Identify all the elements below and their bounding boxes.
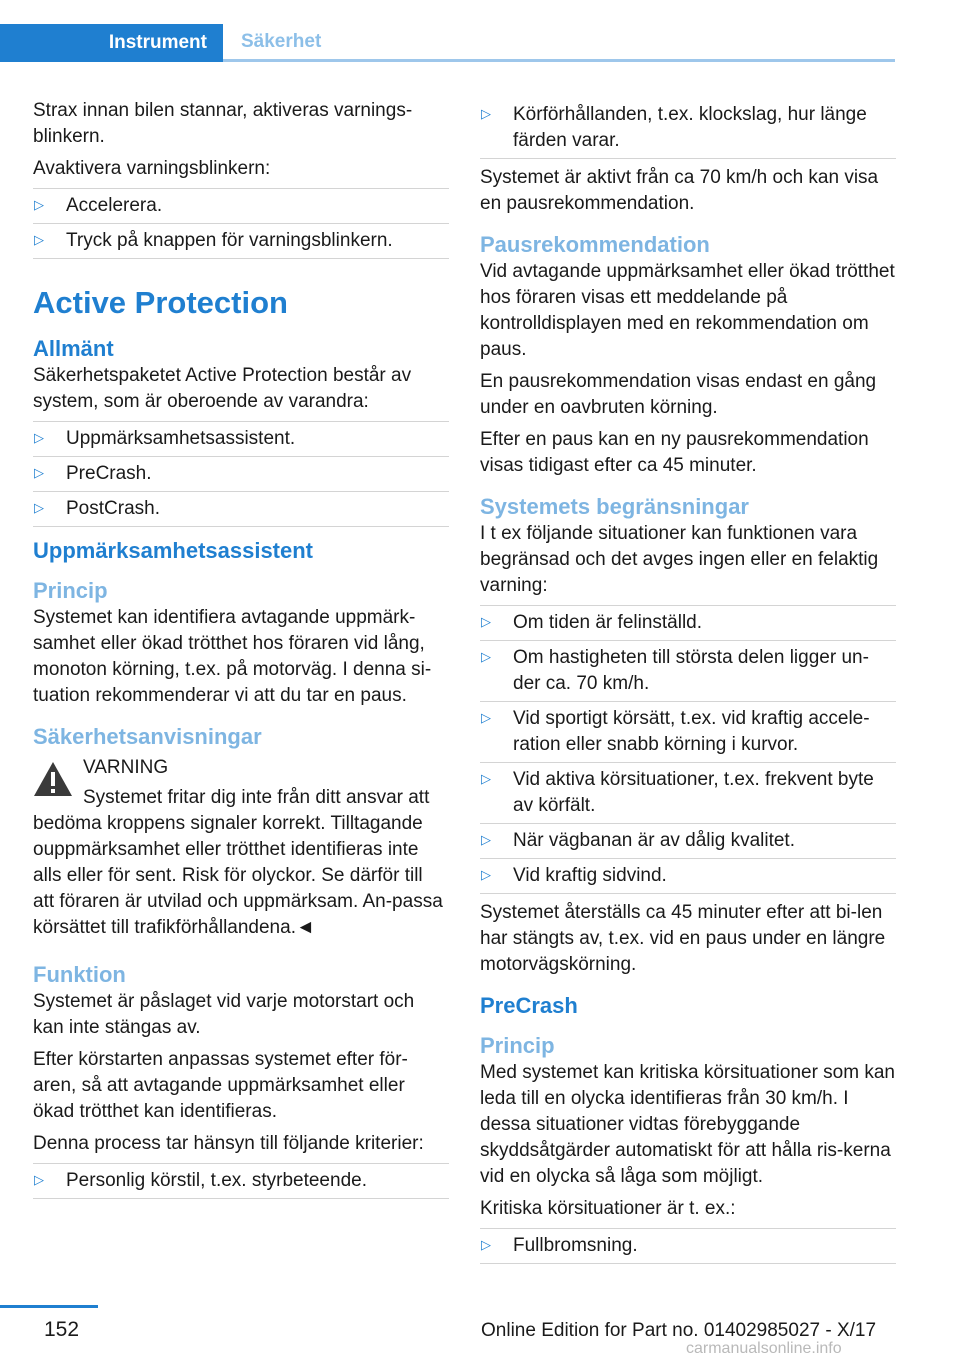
heading-princip: Princip	[480, 1033, 555, 1058]
list-item	[33, 223, 449, 259]
list-item-text: Om hastigheten till största delen ligger un-der ca. 70 km/h.	[513, 647, 869, 694]
list-item	[33, 188, 449, 223]
heading-funktion: Funktion	[33, 962, 126, 987]
triangle-bullet-icon: ▷	[34, 465, 44, 480]
triangle-bullet-icon: ▷	[481, 710, 491, 725]
warning-box	[33, 755, 449, 941]
page-number: 152	[44, 1318, 80, 1341]
list-item-text: Vid kraftig sidvind.	[513, 865, 667, 886]
paragraph: Systemet är påslaget vid varje motorstart och kan inte stängas av.	[33, 991, 415, 1038]
triangle-bullet-icon: ▷	[481, 106, 491, 121]
edition-text: Online Edition for Part no. 01402985027 - X/17	[481, 1320, 877, 1341]
paragraph: Säkerhetspaketet Active Protection består av system, som är oberoende av varandra:	[33, 365, 412, 412]
triangle-bullet-icon: ▷	[34, 1172, 44, 1187]
list-item	[33, 491, 449, 527]
heading-pausrekommendation: Pausrekommendation	[480, 232, 710, 257]
list-item	[480, 98, 896, 159]
bullet-list	[480, 98, 896, 159]
bullet-list	[480, 1228, 896, 1264]
heading-precrash: PreCrash	[480, 993, 578, 1018]
paragraph: Avaktivera varningsblinkern:	[33, 158, 271, 179]
warning-triangle-icon	[33, 761, 73, 797]
heading-sakerhetsanvisningar: Säkerhetsanvisningar	[33, 724, 262, 749]
paragraph: Denna process tar hänsyn till följande kriterier:	[33, 1133, 424, 1154]
list-item-text: Accelerera.	[66, 195, 163, 216]
paragraph: Strax innan bilen stannar, aktiveras varnings-blinkern.	[33, 100, 413, 147]
list-item	[480, 762, 896, 823]
triangle-bullet-icon: ▷	[481, 867, 491, 882]
list-item-text: Körförhållanden, t.ex. klockslag, hur länge färden varar.	[513, 104, 867, 151]
triangle-bullet-icon: ▷	[34, 197, 44, 212]
list-item	[480, 823, 896, 858]
triangle-bullet-icon: ▷	[34, 430, 44, 445]
warning-text: Systemet fritar dig inte från ditt ansvar att bedöma kroppens signaler korrekt. Tilltagande ouppmärksamhet eller trötthet identifieras inte alls eller för sent. Risk för olyckor. Se därför till att föraren är utvilad och uppmärksam. An-passa körsättet till trafikförhållandena.◄	[33, 787, 443, 938]
right-column	[480, 98, 896, 1270]
list-item-text: Uppmärksamhetsassistent.	[66, 428, 296, 449]
bullet-list	[33, 1163, 449, 1199]
list-item-text: När vägbanan är av dålig kvalitet.	[513, 830, 795, 851]
paragraph: Systemet är aktivt från ca 70 km/h och kan visa en pausrekommendation.	[480, 167, 879, 214]
heading-systemets-begransningar: Systemets begränsningar	[480, 494, 749, 519]
tab-sakerhet[interactable]: Säkerhet	[223, 24, 895, 62]
list-item	[480, 858, 896, 894]
triangle-bullet-icon: ▷	[481, 614, 491, 629]
list-item-text: Vid sportigt körsätt, t.ex. vid kraftig accele-ration eller snabb körning i kurvor.	[513, 708, 870, 755]
list-item-text: Fullbromsning.	[513, 1235, 638, 1256]
list-item-text: Om tiden är felinställd.	[513, 612, 703, 633]
list-item-text: PreCrash.	[66, 463, 152, 484]
paragraph: I t ex följande situationer kan funktionen vara begränsad och det avges ingen eller en felaktig varning:	[480, 523, 879, 596]
paragraph: Kritiska körsituationer är t. ex.:	[480, 1198, 736, 1219]
list-item	[33, 1163, 449, 1199]
header-bar	[0, 0, 960, 62]
bullet-list	[480, 605, 896, 894]
paragraph: Efter en paus kan en ny pausrekommendation visas tidigast efter ca 45 minuter.	[480, 429, 869, 476]
triangle-bullet-icon: ▷	[481, 649, 491, 664]
list-item	[480, 1228, 896, 1264]
list-item-text: Tryck på knappen för varningsblinkern.	[66, 230, 393, 251]
triangle-bullet-icon: ▷	[34, 232, 44, 247]
paragraph: En pausrekommendation visas endast en gång under en oavbruten körning.	[480, 371, 877, 418]
paragraph: Efter körstarten anpassas systemet efter för-aren, så att avtagande uppmärksamhet eller ökad trötthet kan identifieras.	[33, 1049, 408, 1122]
list-item	[33, 421, 449, 456]
heading-allmant: Allmänt	[33, 336, 114, 361]
list-item-text: Personlig körstil, t.ex. styrbeteende.	[66, 1170, 367, 1191]
triangle-bullet-icon: ▷	[481, 832, 491, 847]
paragraph: Med systemet kan kritiska körsituationer som kan leda till en olycka identifieras från 30 km/h. I dessa situationer vidtas förebyggande skyddsåtgärder automatiskt för att hålla ris-kerna vid en olycka så låga som möjligt.	[480, 1062, 895, 1187]
list-item-text: PostCrash.	[66, 498, 160, 519]
list-item	[480, 605, 896, 640]
triangle-bullet-icon: ▷	[34, 500, 44, 515]
paragraph: Systemet återställs ca 45 minuter efter att bi-len har stängts av, t.ex. vid en paus under en längre motorvägskörning.	[480, 902, 886, 975]
bullet-list	[33, 421, 449, 527]
section-title: Active Protection	[33, 285, 288, 320]
left-column	[33, 98, 449, 1205]
triangle-bullet-icon: ▷	[481, 771, 491, 786]
tab-instrument[interactable]: Instrument	[0, 24, 223, 62]
footer-accent-line	[0, 1305, 98, 1308]
triangle-bullet-icon: ▷	[481, 1237, 491, 1252]
watermark: carmanualsonline.info	[686, 1340, 842, 1357]
paragraph: Systemet kan identifiera avtagande uppmärk-samhet eller ökad trötthet hos föraren vid lång, monoton körning, t.ex. på motorväg. I denna si-tuation rekommenderar vi att du tar en paus.	[33, 607, 432, 706]
list-item	[33, 456, 449, 491]
heading-princip: Princip	[33, 578, 108, 603]
paragraph: Vid avtagande uppmärksamhet eller ökad trötthet hos föraren visas ett meddelande på kontrolldisplayen med en rekommendation om paus.	[480, 261, 895, 360]
list-item	[480, 701, 896, 762]
heading-uppmarksamhetsassistent: Uppmärksamhetsassistent	[33, 538, 314, 563]
list-item-text: Vid aktiva körsituationer, t.ex. frekvent byte av körfält.	[513, 769, 874, 816]
list-item	[480, 640, 896, 701]
bullet-list	[33, 188, 449, 259]
warning-title: VARNING	[83, 757, 169, 778]
